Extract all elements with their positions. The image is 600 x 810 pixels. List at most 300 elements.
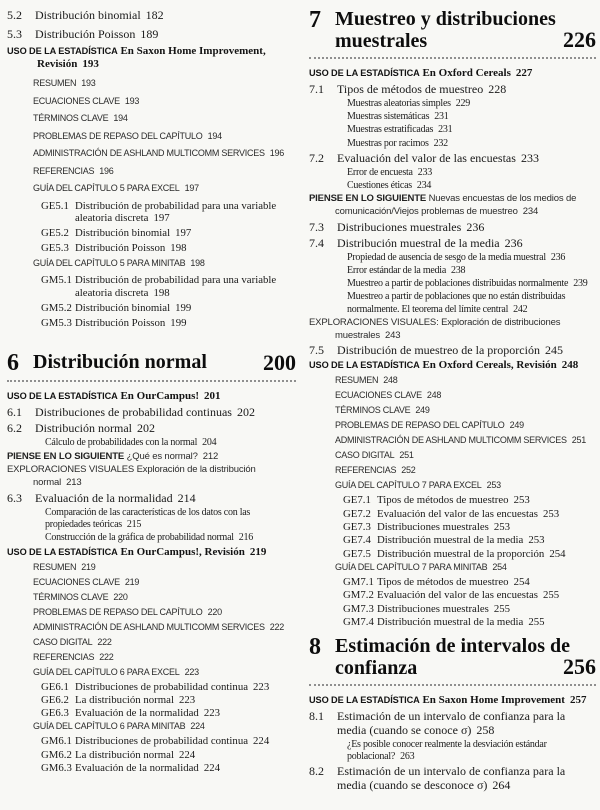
uso-label: USO DE LA ESTADÍSTICA [7,391,118,402]
toc-meta-entry [335,449,596,461]
meta-text: ADMINISTRACIÓN DE ASHLAND MULTICOMM SERVICES [33,148,265,158]
page-number: 264 [492,778,511,792]
section-title [337,236,596,250]
sub-entry-text: Muestras aleatorias simples [347,98,451,109]
meta-text: CASO DIGITAL [33,636,93,647]
toc-sub-entry [45,437,296,449]
toc-column-left [7,8,296,775]
page-number: 236 [550,251,566,263]
section-title [35,491,296,505]
guide-code: GE5.1 [41,199,69,212]
page-number: 263 [400,750,415,762]
toc-meta-entry [335,389,596,401]
section-title-text: Evaluación del valor de las encuestas [337,150,516,165]
guide-code: GE7.5 [343,547,371,560]
page-number: 193 [81,78,96,88]
toc-guide-entry [41,227,296,240]
guide-title-text: Distribución de probabilidad para una variable aleatoria discreta [75,274,277,299]
meta-text: TÉRMINOS CLAVE [33,591,109,602]
meta-text: REFERENCIAS [335,465,397,476]
guide-title [377,534,596,547]
guide-title [377,521,596,534]
meta-text: PROBLEMAS DE REPASO DEL CAPÍTULO [335,420,505,431]
page-number: 223 [203,707,221,720]
page-number: 193 [82,58,99,70]
guide-title-text: Tipos de métodos de muestreo [377,575,509,588]
toc-sub-entry [347,180,596,192]
guide-code: GE7.3 [343,521,371,534]
meta-text: ECUACIONES CLAVE [33,95,120,106]
section-title [337,82,596,96]
guide-title [377,548,596,561]
chapter-page-number: 200 [263,350,296,376]
guide-title-text: Distribución Poisson [75,316,166,329]
toc-sub-entry [45,507,296,531]
page-number: 224 [190,721,205,732]
chapter-heading [7,351,296,382]
guide-code: GE5.2 [41,227,69,240]
page-number: 236 [466,219,485,234]
feature-text: Nuevas encuestas de los medios de comunicación/Viejos problemas de muestreo [335,193,577,218]
meta-text: GUÍA DEL CAPÍTULO 6 PARA MINITAB [33,721,186,732]
page-number: 234 [416,180,432,192]
chapter8-group [309,635,596,792]
toc-meta-entry [33,561,296,573]
sub-entry-text: Muestras por racimos [347,137,429,149]
toc-sub-entry [347,124,596,136]
page-number: 251 [399,450,414,461]
guide-title [377,603,596,616]
meta-text: ADMINISTRACIÓN DE ASHLAND MULTICOMM SERVICES [335,435,567,446]
page-number: 239 [573,278,588,290]
page-number: 202 [136,421,155,436]
page-number: 199 [175,301,192,314]
toc-meta-entry [335,404,596,416]
page-number: 245 [544,343,563,358]
section-title-text: Distribución binomial [35,8,141,22]
section-title [337,709,596,737]
meta-text: ECUACIONES CLAVE [335,390,422,401]
meta-text: GUÍA DEL CAPÍTULO 5 PARA EXCEL [33,183,180,193]
guide-code: GM5.2 [41,301,72,314]
page-number: 243 [384,329,401,341]
toc-uso-entry [7,390,296,403]
guide-title [75,302,296,315]
page-number: 253 [543,507,560,520]
section-number: 7.1 [309,82,324,96]
toc-section-entry [7,421,296,435]
guide-title [75,694,296,707]
uso-label: USO DE LA ESTADÍSTICA [7,46,118,56]
page-number: 254 [513,575,530,588]
toc-section-entry [309,236,596,250]
page-number: 220 [113,591,128,602]
section-number: 7.4 [309,235,324,250]
guide-title [377,508,596,521]
guide-code: GE5.3 [41,241,69,254]
uso-label: USO DE LA ESTADÍSTICA [309,694,420,705]
guide-title-text: Distribuciones muestrales [377,602,489,615]
page-number: 198 [170,241,187,254]
page-number: 232 [433,137,448,149]
page-number: 219 [124,576,140,587]
guide-code: GM5.3 [41,316,72,329]
guide-title-text: Distribución binomial [75,227,171,240]
toc-section-entry [309,343,596,357]
toc-guide-entry [343,548,596,561]
guide-code: GM7.1 [343,575,374,588]
toc-meta-entry [33,147,296,159]
section-title [35,405,296,419]
page-number: 204 [202,437,217,449]
page-number: 254 [549,547,566,560]
feature-text: Exploración de la distribución normal [33,464,256,489]
uso-text: En OurCampus!, Revisión [120,545,245,558]
feature-text: ¿Qué es normal? [126,450,198,462]
meta-text: ADMINISTRACIÓN DE ASHLAND MULTICOMM SERVICES [33,621,265,632]
guide-title [377,616,596,629]
guide-title-text: Distribución Poisson [75,241,166,254]
toc-guide-entry [343,534,596,547]
page-number: 253 [486,480,501,491]
page-number: 196 [99,165,114,176]
toc-meta-entry [33,636,296,648]
toc-meta-entry [33,591,296,603]
meta-text: CASO DIGITAL [335,450,395,461]
section-title-text: Estimación de un intervalo de confianza para la media (cuando se desconoce σ) [337,764,566,792]
chapter-title: Estimación de intervalos de confianza [335,634,570,679]
guide-title-text: Evaluación del valor de las encuestas [377,507,538,520]
guide-title-text: Tipos de métodos de muestreo [377,494,509,507]
guide-code: GM7.2 [343,589,374,602]
guide-title-text: Distribución muestral de la proporción [377,547,545,560]
toc-feature-entry [309,317,596,343]
page-number: 231 [438,124,453,136]
guide-code: GM7.4 [343,615,374,628]
page-number: 258 [476,722,495,737]
page-number: 182 [145,8,164,22]
guide-title [377,576,596,589]
sub-entry-text: Muestreo a partir de poblaciones que no están distribuidas normalmente. El teorema del límite central [347,291,566,315]
guide-title-text: La distribución normal [75,748,174,761]
toc-meta-entry [335,464,596,476]
page-number: 248 [383,375,398,386]
section-number: 6.3 [7,490,22,505]
toc-section-entry [309,709,596,737]
sub-entry-text: Construcción de la gráfica de probabilidad normal [45,532,234,544]
section-number: 5.2 [7,8,22,22]
toc-sub-entry [347,98,596,110]
toc-meta-entry [33,576,296,588]
uso-label: USO DE LA ESTADÍSTICA [309,360,420,371]
chapter-title: Muestreo y distribuciones muestrales [335,8,556,52]
toc-guide-entry [41,694,296,707]
guide-title-text: Distribuciones muestrales [377,521,489,534]
toc-section-entry [309,220,596,234]
guide-title [75,681,296,694]
toc-column-right [309,8,596,794]
page-number: 257 [569,693,587,706]
guide-title-text: Distribución muestral de la media [377,534,524,547]
meta-text: RESUMEN [33,78,77,88]
feature-label: PIENSE EN LO SIGUIENTE [7,450,125,462]
page-number: 223 [184,666,199,677]
page-number: 238 [451,265,466,277]
uso-text: En Oxford Cereals [422,67,511,79]
guide-code: GE7.2 [343,507,371,520]
guide-title [75,242,296,255]
toc-feature-entry [7,451,296,464]
toc-uso-entry [7,546,296,559]
page-number: 233 [520,150,539,165]
uso-text: En Oxford Cereals, Revisión [422,359,557,372]
guide-code: GM7.3 [343,602,374,615]
toc-meta-entry [33,77,296,89]
meta-text: REFERENCIAS [33,651,95,662]
page-number: 229 [455,98,471,109]
toc-sub-entry [347,265,596,277]
section-title [35,421,296,435]
toc-sub-entry [347,167,596,179]
section-title-text: Distribución Poisson [35,26,136,41]
page-number: 219 [249,545,267,558]
toc-guide-entry [343,494,596,507]
guide-title-text: Evaluación de la normalidad [75,762,199,775]
section-number: 7.2 [309,150,324,165]
guide-title-text: Distribuciones de probabilidad continua [75,735,249,748]
sub-entry-text: Propiedad de ausencia de sesgo de la media muestral [347,251,546,263]
toc-meta-entry [33,257,296,269]
toc-sub-entry [347,252,596,264]
meta-text: GUÍA DEL CAPÍTULO 6 PARA EXCEL [33,666,180,677]
toc-feature-entry [309,193,596,219]
chapter-page-number: 256 [563,653,596,679]
page-number: 231 [434,111,449,123]
chapter7-group [309,8,596,629]
guide-title [75,317,296,330]
section-title [337,343,596,357]
toc-guide-entry [41,200,296,226]
page-number: 197 [153,212,170,225]
page-number: 199 [170,316,187,329]
page-number: 255 [543,589,560,602]
section-title-text: Distribución de muestreo de la proporción [337,343,540,358]
guide-title-text: La distribución normal [75,693,174,706]
meta-text: RESUMEN [33,561,77,572]
page-number: 213 [66,477,82,489]
uso-label: USO DE LA ESTADÍSTICA [7,546,118,557]
guide-title [75,762,296,775]
guide-title-text: Distribución binomial [75,301,171,314]
toc-meta-entry [335,561,596,573]
toc-uso-entry [309,359,596,372]
guide-code: GE6.3 [41,707,69,720]
page-number: 198 [153,286,170,299]
toc-sub-entry [347,739,596,763]
toc-guide-entry [41,274,296,300]
guide-code: GE6.2 [41,693,69,706]
toc-sub-entry [347,291,596,315]
section-title-text: Distribuciones muestrales [337,219,462,234]
page-number: 249 [509,420,524,431]
toc-section-entry [309,151,596,165]
sub-entry-text: Cuestiones éticas [347,180,412,192]
guide-title-text: Evaluación de la normalidad [75,707,199,720]
feature-label: EXPLORACIONES VISUALES: [309,316,439,328]
uso-text: En Saxon Home Improvement [422,693,565,706]
toc-meta-entry [33,666,296,678]
toc-guide-entry [343,616,596,629]
chapter6-group [7,351,296,774]
toc-meta-entry [33,606,296,618]
toc-sub-entry [347,138,596,150]
toc-guide-entry [41,707,296,720]
page-number: 196 [269,148,284,158]
guide-code: GM6.2 [41,748,72,761]
meta-text: REFERENCIAS [33,165,95,176]
toc-meta-entry [33,95,296,107]
toc-uso-entry [7,45,296,71]
page-number: 251 [571,435,586,446]
page-number: 222 [269,621,284,632]
page-number: 215 [126,519,142,531]
toc-meta-entry [33,651,296,663]
toc-meta-entry [33,165,296,177]
section-number: 7.5 [309,343,324,358]
page-number: 255 [493,602,511,615]
chapter-heading [309,635,596,686]
page-number: 227 [515,67,533,79]
page-number: 253 [493,521,511,534]
feature-label: EXPLORACIONES VISUALES [7,464,135,476]
page-number: 216 [238,532,254,544]
section-number: 8.2 [309,764,324,778]
page-number: 220 [207,606,222,617]
page-number: 224 [253,735,270,748]
toc-section-entry [309,764,596,792]
chapter-number: 6 [7,350,19,377]
page-number: 254 [492,561,507,572]
toc-guide-entry [41,317,296,330]
toc-section-entry [7,27,296,41]
sub-entry-text: Muestras sistemáticas [347,111,430,123]
section-title [337,764,596,792]
toc-meta-entry [33,621,296,633]
toc-guide-entry [343,508,596,521]
guide-code: GE7.1 [343,494,371,507]
page-number: 249 [415,405,430,416]
toc-sub-entry [347,278,596,290]
section-title-text: Estimación de un intervalo de confianza para la media (cuando se conoce σ) [337,708,566,737]
meta-text: RESUMEN [335,375,379,386]
meta-text: PROBLEMAS DE REPASO DEL CAPÍTULO [33,130,203,141]
meta-text: GUÍA DEL CAPÍTULO 7 PARA MINITAB [335,561,488,572]
toc-guide-entry [41,302,296,315]
guide-code: GE7.4 [343,534,371,547]
section-title [337,220,596,234]
toc-uso-entry [309,694,596,707]
toc-sub-entry [45,532,296,544]
page-number: 253 [513,494,530,507]
page-number: 223 [253,680,270,693]
section-number: 7.3 [309,219,324,234]
guide-title [377,494,596,507]
toc-guide-entry [343,576,596,589]
guide-title [75,274,296,300]
toc-meta-entry [33,720,296,732]
toc-section-entry [309,82,596,96]
toc-uso-entry [309,67,596,80]
toc-section-entry [7,8,296,22]
guide-title [75,200,296,226]
guide-title [75,227,296,240]
sub-entry-text: Muestras estratificadas [347,124,434,136]
meta-text: TÉRMINOS CLAVE [335,405,411,416]
page-number: 255 [528,615,545,628]
toc-guide-entry [343,589,596,602]
page-number: 212 [202,450,219,462]
toc-meta-entry [33,130,296,142]
toc-sub-entry [347,111,596,123]
toc-meta-entry [335,419,596,431]
page-number: 197 [175,227,192,240]
page-number: 222 [99,651,114,662]
uso-text: En Saxon Home Improvement, Revisión [37,45,266,70]
section-number: 5.3 [7,26,22,41]
meta-text: TÉRMINOS CLAVE [33,113,109,123]
meta-text: ECUACIONES CLAVE [33,576,120,587]
section-number: 8.1 [309,708,324,723]
page-number: 228 [488,82,507,96]
guide-title [75,735,296,748]
page-number: 248 [561,359,579,372]
page-number: 194 [113,113,128,123]
toc-guide-entry [41,762,296,775]
sub-entry-text: ¿Es posible conocer realmente la desviación estándar poblacional? [347,738,547,762]
page-number: 194 [207,130,222,141]
page-number: 189 [140,26,159,41]
section-title-text: Evaluación de la normalidad [35,490,173,505]
toc-section-entry [7,491,296,505]
toc-meta-entry [335,374,596,386]
page-number: 253 [528,534,545,547]
page-number: 202 [236,405,255,420]
guide-title [75,707,296,720]
chapter-page-number: 226 [563,27,596,52]
section-title-text: Distribución muestral de la media [337,235,500,250]
section-number: 6.1 [7,405,22,420]
guide-title-text: Evaluación del valor de las encuestas [377,589,538,602]
toc-guide-entry [41,242,296,255]
section-title [35,8,296,22]
chapter5-remainder-group [7,8,296,329]
chapter-number: 8 [309,633,321,660]
page-number: 236 [504,235,523,250]
guide-code: GM6.1 [41,735,72,748]
guide-title [75,749,296,762]
toc-feature-entry [7,464,296,490]
guide-title [377,589,596,602]
sub-entry-text: Comparación de las características de los datos con las propiedades teóricas [45,506,251,531]
page-number: 197 [184,183,199,193]
meta-text: GUÍA DEL CAPÍTULO 7 PARA EXCEL [335,480,482,491]
sub-entry-text: Error estándar de la media [347,265,447,277]
feature-label: PIENSE EN LO SIGUIENTE [309,193,427,205]
page-number: 222 [97,636,112,647]
page-number: 224 [203,762,221,775]
page-number: 214 [177,490,196,505]
sub-entry-text: Cálculo de probabilidades con la normal [45,437,198,449]
